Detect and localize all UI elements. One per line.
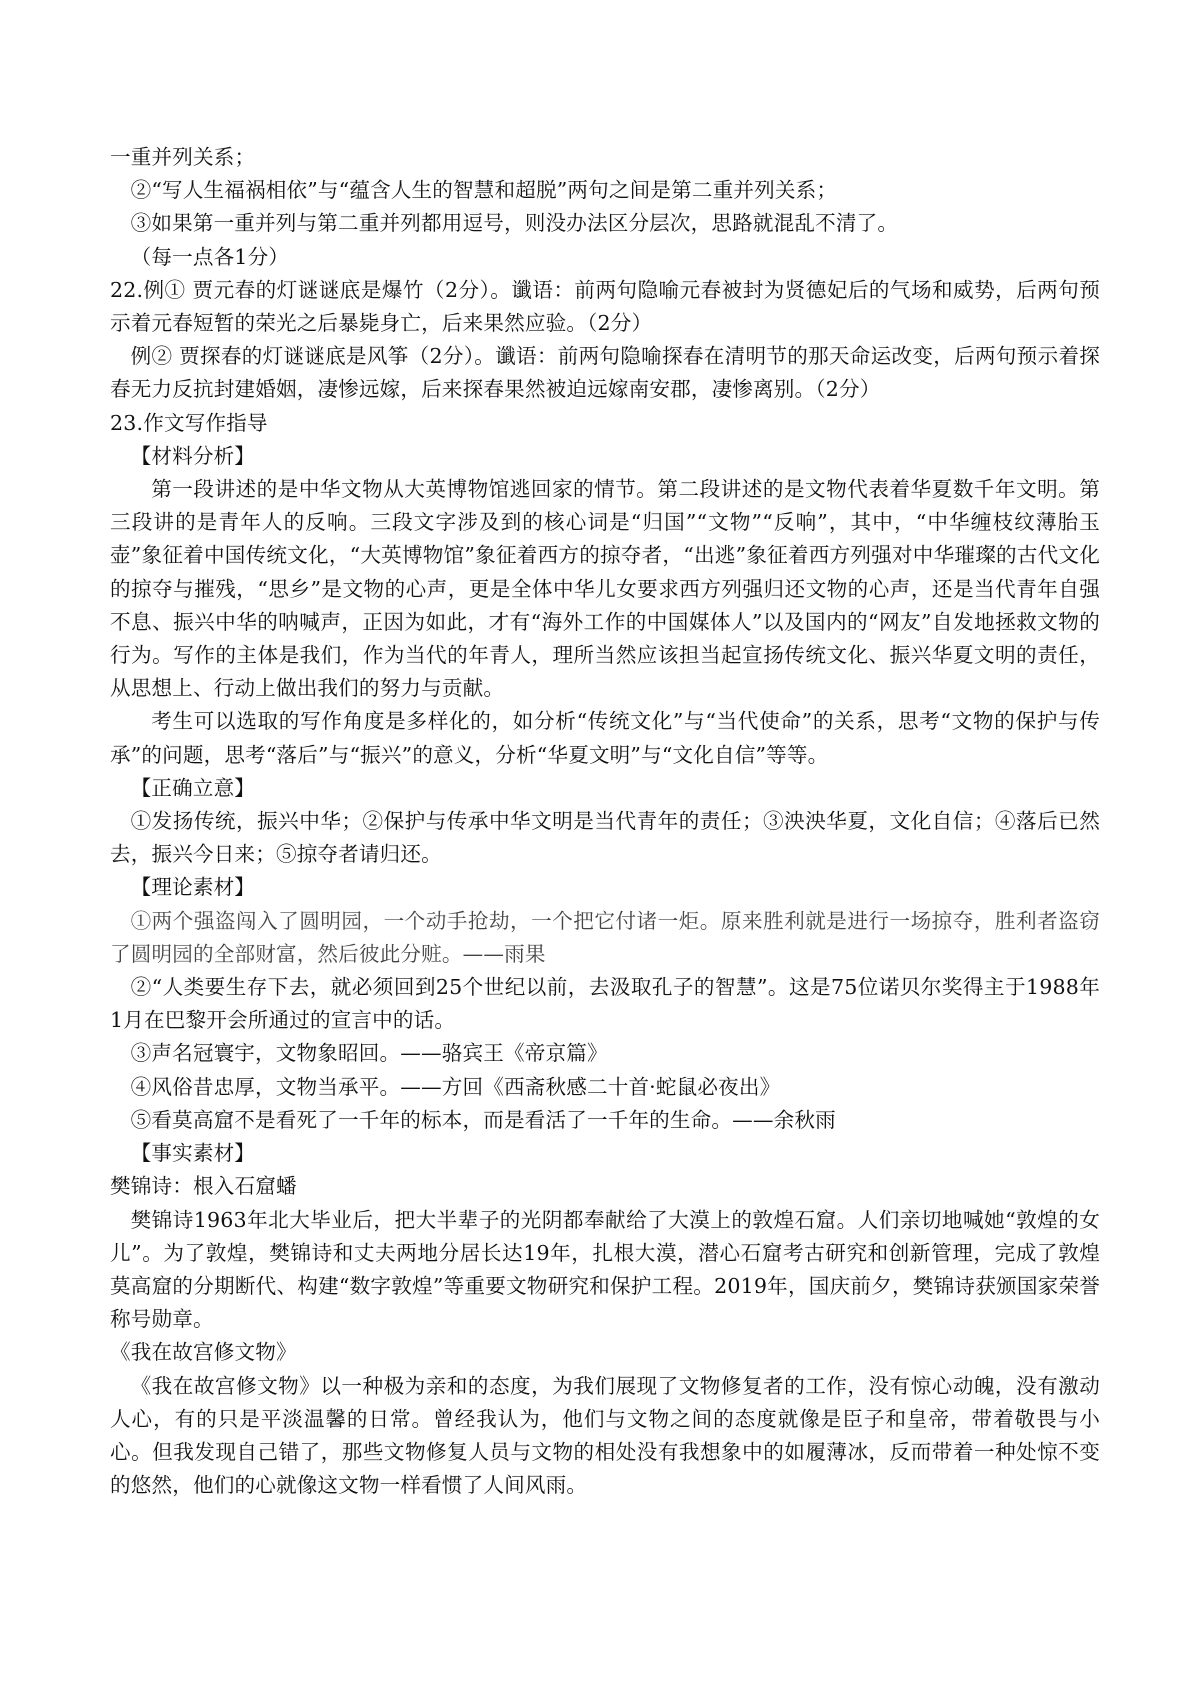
fact-body-1: 樊锦诗1963年北大毕业后，把大半辈子的光阴都奉献给了大漠上的敦煌石窟。人们亲切地喊她“敦煌的女儿”。为了敦煌，樊锦诗和丈夫两地分居长达19年，扎根大漠，潜心石窟考古研究和创新管理，完成了敦煌莫高窟的分期断代、构建“数字敦煌”等重要文物研究和保护工程。2019年，国庆前夕，樊锦诗获颁国家荣誉称号勋章。	[110, 1207, 1100, 1332]
paragraph-line-1: 一重并列关系；	[110, 145, 256, 169]
paragraph-line-2: ②“写人生福祸相依”与“蕴含人生的智慧和超脱”两句之间是第二重并列关系；	[130, 178, 838, 203]
theory-item-2: ②“人类要生存下去，就必须回到25个世纪以前，去汲取孔子的智慧”。这是75位诺贝尔奖得主于1988年1月在巴黎开会所通过的宣言中的话。	[110, 975, 1100, 1033]
lizhi-paragraph: ①发扬传统，振兴中华；②保护与传承中华文明是当代青年的责任；③泱泱华夏，文化自信；④落后已然去，振兴今日来；⑤掠夺者请归还。	[110, 809, 1100, 867]
section-heading-material: 【材料分析】	[130, 443, 256, 468]
question-23-title: 23.作文写作指导	[110, 410, 268, 435]
question-22-example-1: 22.例① 贾元春的灯谜谜底是爆竹（2分）。谶语：前两句隐喻元春被封为贤德妃后的气场和威势，后两句预示着元春短暂的荣光之后暴毙身亡，后来果然应验。（2分）	[110, 277, 1100, 336]
material-analysis-paragraph-2: 考生可以选取的写作角度是多样化的，如分析“传统文化”与“当代使命”的关系，思考“文物的保护与传承”的问题，思考“落后”与“振兴”的意义，分析“华夏文明”与“文化自信”等等。	[110, 709, 1100, 767]
paragraph-line-3: ③如果第一重并列与第二重并列都用逗号，则没办法区分层次，思路就混乱不清了。	[130, 211, 899, 236]
theory-item-3: ③声名冠寰宇，文物象昭回。——骆宾王《帝京篇》	[130, 1041, 608, 1066]
answer-key-body	[110, 141, 1100, 1502]
theory-item-4: ④风俗昔忠厚，文物当承平。——方回《西斋秋感二十首·蛇鼠必夜出》	[130, 1074, 781, 1099]
section-heading-lizhi: 【正确立意】	[130, 775, 256, 800]
section-heading-theory: 【理论素材】	[130, 875, 256, 900]
material-analysis-paragraph-1: 第一段讲述的是中华文物从大英博物馆逃回家的情节。第二段讲述的是文物代表着华夏数千年文明。第三段讲的是青年人的反响。三段文字涉及到的核心词是“归国”“文物”“反响”，其中，“中华缠枝纹薄胎玉壶”象征着中国传统文化，“大英博物馆”象征着西方的掠夺者，“出逃”象征着西方列强对中华璀璨的古代文化的掠夺与摧残，“思乡”是文物的心声，更是全体中华儿女要求西方列强归还文物的心声，还是当代青年自强不息、振兴中华的呐喊声，正因为如此，才有“海外工作的中国媒体人”以及国内的“网友”自发地拯救文物的行为。写作的主体是我们，作为当代的年青人，理所当然应该担当起宣扬传统文化、振兴华夏文明的责任，从思想上、行动上做出我们的努力与贡献。	[110, 477, 1100, 701]
question-22-example-2: 例② 贾探春的灯谜谜底是风筝（2分）。谶语：前两句隐喻探春在清明节的那天命运改变，后两句预示着探春无力反抗封建婚姻，凄惨远嫁，后来探春果然被迫远嫁南安郡，凄惨离别。（2分）	[110, 344, 1100, 402]
theory-item-5: ⑤看莫高窟不是看死了一千年的标本，而是看活了一千年的生命。——余秋雨	[130, 1107, 836, 1132]
score-note: （每一点各1分）	[130, 244, 290, 269]
theory-item-1: ①两个强盗闯入了圆明园，一个动手抢劫，一个把它付诸一炬。原来胜利就是进行一场掠夺，胜利者盗窃了圆明园的全部财富，然后彼此分赃。——雨果	[110, 908, 1100, 966]
fact-title-2: 《我在故宫修文物》	[110, 1340, 297, 1365]
fact-title-1: 樊锦诗：根入石窟蟠	[110, 1174, 297, 1199]
section-heading-fact: 【事实素材】	[130, 1141, 256, 1166]
fact-body-2: 《我在故宫修文物》以一种极为亲和的态度，为我们展现了文物修复者的工作，没有惊心动魄，没有激动人心，有的只是平淡温馨的日常。曾经我认为，他们与文物之间的态度就像是臣子和皇帝，带着敬畏与小心。但我发现自己错了，那些文物修复人员与文物的相处没有我想象中的如履薄冰，反而带着一种处惊不变的悠然，他们的心就像这文物一样看惯了人间风雨。	[110, 1373, 1100, 1498]
